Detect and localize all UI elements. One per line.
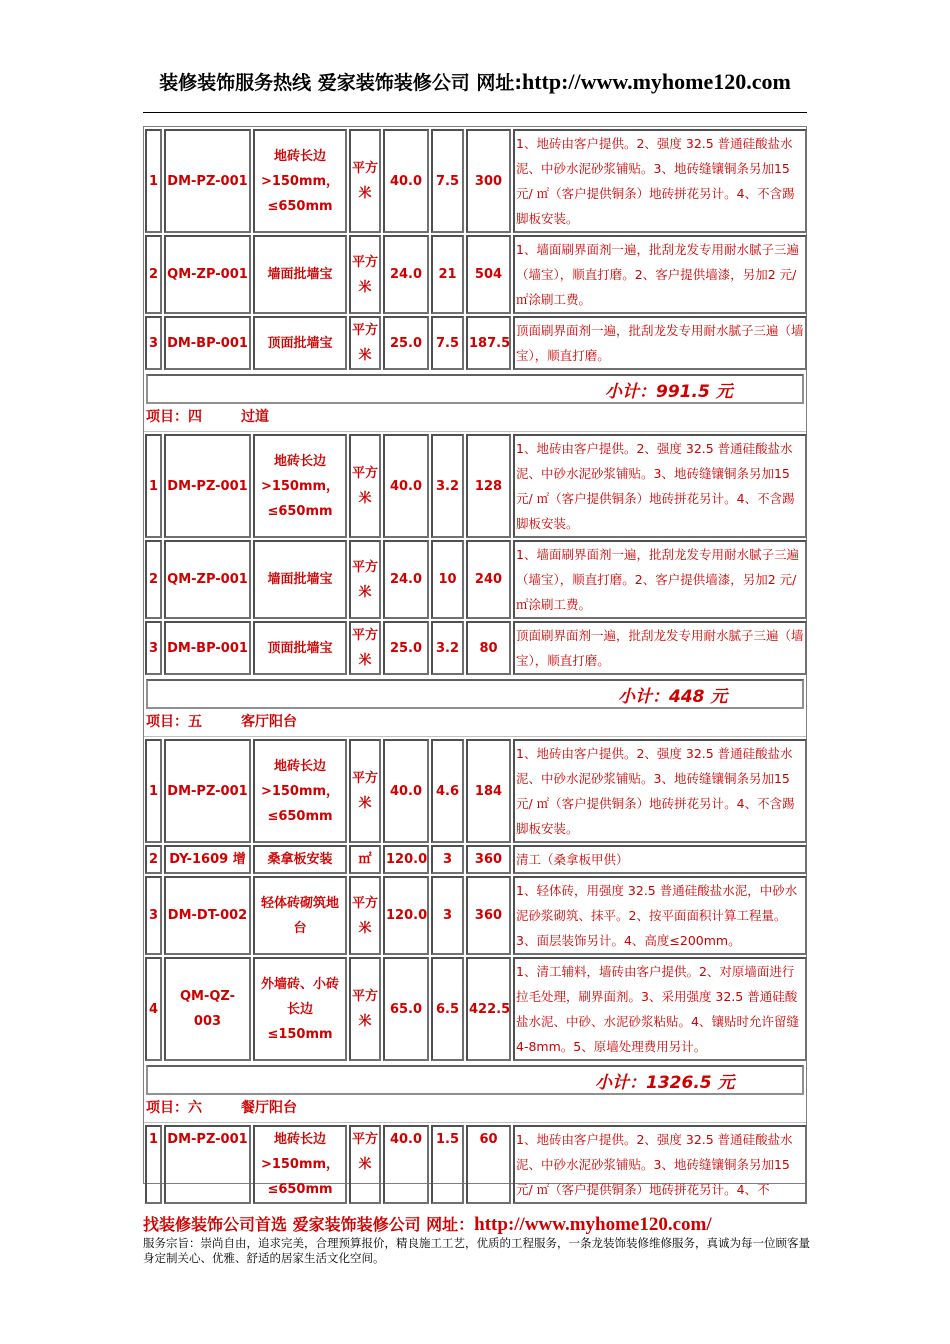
row-index: 1 [145, 434, 162, 538]
unit-price: 40.0 [383, 1125, 429, 1204]
item-name: 地砖长边>150mm，≤650mm [253, 129, 347, 233]
item-name: 桑拿板安装 [253, 845, 347, 874]
footer-url[interactable]: http://www.myhome120.com/ [474, 1214, 712, 1235]
amount: 128 [466, 434, 511, 538]
amount: 504 [466, 235, 511, 314]
item-name: 地砖长边>150mm，≤650mm [253, 434, 347, 538]
quantity: 10 [431, 540, 464, 619]
quantity: 3 [431, 845, 464, 874]
quote-table-container [143, 126, 807, 1197]
item-code: DM-PZ-001 [164, 434, 251, 538]
subtotal-amount: 小计：1326.5 元 [595, 1073, 735, 1093]
item-code: DY-1609 增 [164, 845, 251, 874]
subtotal-row [146, 1065, 804, 1095]
item-code: DM-PZ-001 [164, 739, 251, 843]
items-table [143, 1123, 809, 1206]
row-index: 2 [145, 540, 162, 619]
table-row [145, 540, 807, 619]
row-index: 3 [145, 316, 162, 370]
item-name: 顶面批墙宝 [253, 621, 347, 675]
unit: 平方米 [349, 540, 381, 619]
item-name: 地砖长边>150mm，≤650mm [253, 739, 347, 843]
page-header [0, 68, 950, 95]
amount: 360 [466, 845, 511, 874]
table-row [145, 434, 807, 538]
row-index: 1 [145, 1125, 162, 1204]
amount: 360 [466, 876, 511, 955]
quantity: 1.5 [431, 1125, 464, 1204]
item-code: DM-BP-001 [164, 316, 251, 370]
unit-price: 40.0 [383, 129, 429, 233]
amount: 80 [466, 621, 511, 675]
item-name: 轻体砖砌筑地台 [253, 876, 347, 955]
amount: 422.5 [466, 957, 511, 1061]
item-name: 外墙砖、小砖长边≤150mm [253, 957, 347, 1061]
item-code: QM-ZP-001 [164, 235, 251, 314]
unit: 平方米 [349, 316, 381, 370]
unit: 平方米 [349, 235, 381, 314]
unit: 平方米 [349, 129, 381, 233]
table-row [145, 876, 807, 955]
section-heading: 项目：六 餐厅阳台 [144, 1095, 806, 1123]
item-code: DM-BP-001 [164, 621, 251, 675]
unit: ㎡ [349, 845, 381, 874]
subtotal-row [146, 374, 804, 404]
footer-line [143, 1212, 712, 1236]
unit: 平方米 [349, 739, 381, 843]
description: 1、轻体砖，用强度 32.5 普通硅酸盐水泥，中砂水泥砂浆砌筑、抹平。2、按平面面积计算工程量。3、面层装饰另计。4、高度≤200mm。 [513, 876, 807, 955]
amount: 184 [466, 739, 511, 843]
table-row [145, 621, 807, 675]
item-code: QM-QZ-003 [164, 957, 251, 1061]
subtotal-amount: 小计：991.5 元 [605, 382, 733, 402]
row-index: 2 [145, 235, 162, 314]
table-row [145, 235, 807, 314]
table-row [145, 957, 807, 1061]
unit-price: 120.0 [383, 876, 429, 955]
section-heading: 项目：五 客厅阳台 [144, 709, 806, 737]
items-table [143, 737, 809, 1063]
unit-price: 65.0 [383, 957, 429, 1061]
row-index: 4 [145, 957, 162, 1061]
amount: 300 [466, 129, 511, 233]
row-index: 3 [145, 621, 162, 675]
unit: 平方米 [349, 957, 381, 1061]
quantity: 3.2 [431, 621, 464, 675]
description: 顶面刷界面剂一遍，批刮龙发专用耐水腻子三遍（墙宝），顺直打磨。 [513, 621, 807, 675]
unit-price: 120.0 [383, 845, 429, 874]
items-table [143, 432, 809, 677]
unit-price: 25.0 [383, 621, 429, 675]
description: 1、墙面刷界面剂一遍，批刮龙发专用耐水腻子三遍（墙宝），顺直打磨。2、客户提供墙漆，另加2 元/㎡涂刷工费。 [513, 235, 807, 314]
item-code: DM-PZ-001 [164, 1125, 251, 1204]
header-url[interactable]: http://www.myhome120.com [521, 69, 791, 94]
description: 顶面刷界面剂一遍，批刮龙发专用耐水腻子三遍（墙宝），顺直打磨。 [513, 316, 807, 370]
table-row [145, 1125, 807, 1204]
description: 1、地砖由客户提供。2、强度 32.5 普通硅酸盐水泥、中砂水泥砂浆铺贴。3、地砖缝镶铜条另加15 元/ ㎡（客户提供铜条）地砖拼花另计。4、不 [513, 1125, 807, 1204]
table-row [145, 845, 807, 874]
subtotal-row [146, 679, 804, 709]
amount: 187.5 [466, 316, 511, 370]
item-code: QM-ZP-001 [164, 540, 251, 619]
table-row [145, 129, 807, 233]
section-heading: 项目：四 过道 [144, 404, 806, 432]
description: 1、地砖由客户提供。2、强度 32.5 普通硅酸盐水泥、中砂水泥砂浆铺贴。3、地砖缝镶铜条另加15 元/ ㎡（客户提供铜条）地砖拼花另计。4、不含踢脚板安装。 [513, 434, 807, 538]
row-index: 1 [145, 129, 162, 233]
unit-price: 24.0 [383, 235, 429, 314]
quantity: 3 [431, 876, 464, 955]
quantity: 3.2 [431, 434, 464, 538]
unit: 平方米 [349, 621, 381, 675]
item-name: 墙面批墙宝 [253, 540, 347, 619]
header-text: 装修装饰服务热线 爱家装饰装修公司 网址: [159, 72, 522, 94]
description: 清工（桑拿板甲供） [513, 845, 807, 874]
item-name: 墙面批墙宝 [253, 235, 347, 314]
description: 1、墙面刷界面剂一遍，批刮龙发专用耐水腻子三遍（墙宝），顺直打磨。2、客户提供墙漆，另加2 元/㎡涂刷工费。 [513, 540, 807, 619]
unit-price: 40.0 [383, 739, 429, 843]
header-divider [143, 112, 807, 113]
description: 1、地砖由客户提供。2、强度 32.5 普通硅酸盐水泥、中砂水泥砂浆铺贴。3、地砖缝镶铜条另加15 元/ ㎡（客户提供铜条）地砖拼花另计。4、不含踢脚板安装。 [513, 129, 807, 233]
amount: 60 [466, 1125, 511, 1204]
unit-price: 24.0 [383, 540, 429, 619]
subtotal-amount: 小计：448 元 [618, 687, 728, 707]
items-table [143, 127, 809, 372]
row-index: 1 [145, 739, 162, 843]
quantity: 7.5 [431, 316, 464, 370]
row-index: 2 [145, 845, 162, 874]
item-name: 顶面批墙宝 [253, 316, 347, 370]
quantity: 7.5 [431, 129, 464, 233]
unit: 平方米 [349, 434, 381, 538]
amount: 240 [466, 540, 511, 619]
unit-price: 40.0 [383, 434, 429, 538]
item-code: DM-DT-002 [164, 876, 251, 955]
quantity: 4.6 [431, 739, 464, 843]
footer-note: 服务宗旨：崇尚自由，追求完美，合理预算报价，精良施工工艺，优质的工程服务，一条龙装饰装修维修服务，真诚为每一位顾客量身定制关心、优雅、舒适的居家生活文化空间。 [143, 1236, 810, 1265]
quantity: 21 [431, 235, 464, 314]
description: 1、地砖由客户提供。2、强度 32.5 普通硅酸盐水泥、中砂水泥砂浆铺贴。3、地砖缝镶铜条另加15 元/ ㎡（客户提供铜条）地砖拼花另计。4、不含踢脚板安装。 [513, 739, 807, 843]
item-name: 地砖长边>150mm，≤650mm [253, 1125, 347, 1204]
unit: 平方米 [349, 1125, 381, 1204]
description: 1、清工辅料，墙砖由客户提供。2、对原墙面进行拉毛处理，刷界面剂。3、采用强度 32.5 普通硅酸盐水泥、中砂、水泥砂浆粘贴。4、镶贴时允许留缝 4-8mm。5、原墙处理费用另计。 [513, 957, 807, 1061]
unit-price: 25.0 [383, 316, 429, 370]
item-code: DM-PZ-001 [164, 129, 251, 233]
unit: 平方米 [349, 876, 381, 955]
table-row [145, 316, 807, 370]
row-index: 3 [145, 876, 162, 955]
table-row [145, 739, 807, 843]
quantity: 6.5 [431, 957, 464, 1061]
footer-text: 找装修装饰公司首选 爱家装饰装修公司 网址： [143, 1215, 475, 1234]
